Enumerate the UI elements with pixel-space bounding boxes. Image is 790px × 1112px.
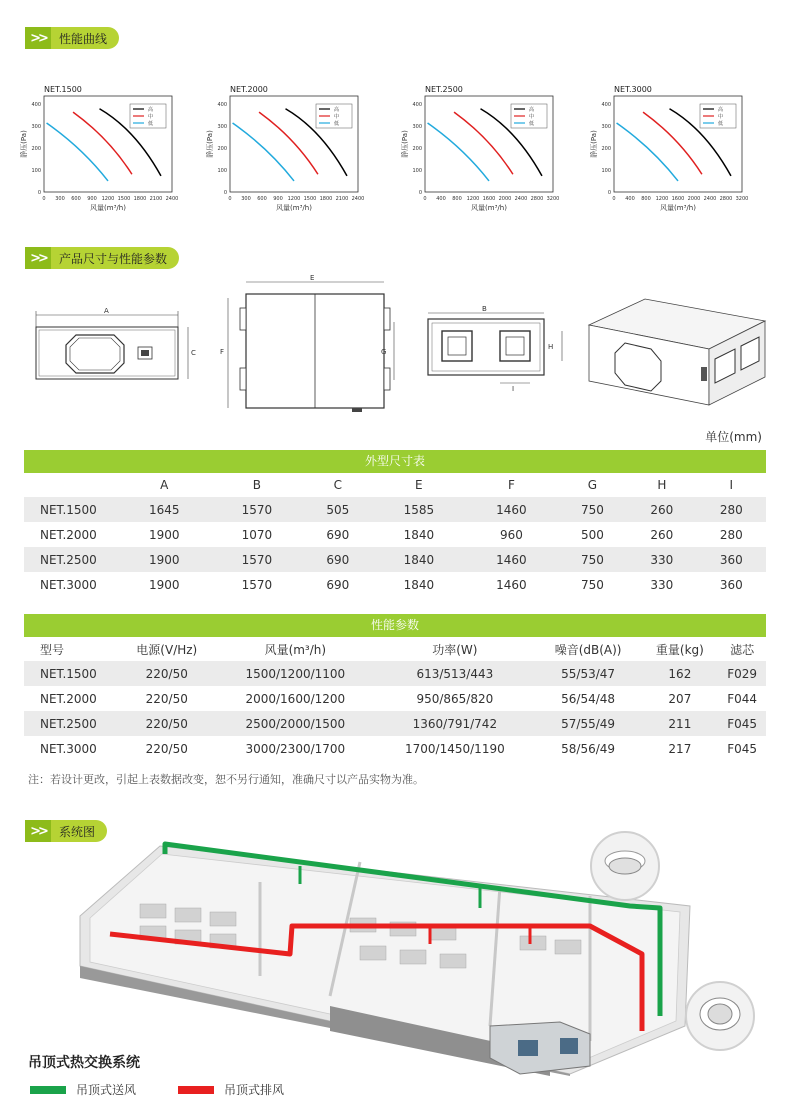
system-title: 吊顶式热交换系统 (28, 1055, 140, 1071)
table-cell: NET.2000 (40, 527, 97, 542)
table-title: 外型尺寸表 (24, 450, 766, 473)
column-header: 功率(W) (375, 637, 535, 661)
x-tick-label: 2000 (498, 196, 512, 202)
table-cell: 505 (303, 497, 372, 522)
x-tick-label: 0 (423, 196, 427, 202)
drawing-end-view (424, 305, 576, 395)
column-header: C (303, 473, 372, 497)
x-tick-label: 3200 (735, 196, 748, 202)
chart-title: NET.1500 (44, 85, 82, 94)
legend-label: 高 (148, 107, 154, 113)
column-header: 型号 (24, 637, 118, 661)
table-cell: 1460 (496, 577, 527, 592)
table-cell: 690 (326, 577, 350, 592)
table-cell: 750 (558, 497, 627, 522)
y-axis-label: 静压(Pa) (20, 130, 28, 158)
column-header: B (211, 473, 304, 497)
y-tick-label: 400 (217, 102, 227, 108)
x-tick-label: 400 (625, 196, 635, 202)
legend-label: 高 (334, 107, 340, 113)
table-cell: 57/55/49 (535, 711, 642, 736)
chart-title: NET.2000 (230, 85, 268, 94)
y-tick-label: 200 (601, 146, 611, 152)
exhaust-swatch (178, 1086, 214, 1094)
x-tick-label: 900 (87, 196, 97, 202)
x-tick-label: 0 (612, 196, 616, 202)
table-title: 性能参数 (24, 614, 766, 637)
table-cell: NET.1500 (24, 661, 118, 686)
table-cell: 360 (719, 577, 743, 592)
section-title: 系统图 (59, 824, 96, 839)
legend-exhaust (178, 1081, 284, 1098)
x-tick-label: 1800 (133, 196, 147, 202)
table-cell: 1570 (241, 577, 273, 592)
supply-swatch (30, 1086, 66, 1094)
table-cell: 960 (499, 527, 523, 542)
table-cell: 1500/1200/1100 (216, 661, 376, 686)
x-tick-label: 600 (257, 196, 267, 202)
table-cell: 1900 (149, 527, 180, 542)
performance-chart-1 (18, 74, 178, 224)
dim-label-e: E (310, 274, 315, 282)
drawing-top-view (218, 272, 400, 417)
column-header: A (118, 473, 211, 497)
table-cell: 211 (642, 711, 719, 736)
column-header: 重量(kg) (642, 637, 719, 661)
chevron-right-icon: >> (25, 27, 51, 49)
table-row (24, 547, 766, 572)
table-cell: 1570 (211, 547, 304, 572)
table-cell: 950/865/820 (416, 691, 494, 706)
section-tag-dimensions (25, 247, 179, 269)
column-header: 噪音(dB(A)) (535, 637, 642, 661)
y-tick-label: 100 (412, 168, 422, 174)
column-header: E (373, 473, 466, 497)
table-cell: 1460 (465, 497, 558, 522)
legend-label: 低 (718, 121, 724, 127)
y-tick-label: 100 (217, 168, 227, 174)
y-tick-label: 0 (223, 190, 227, 196)
chart-title: NET.2500 (425, 85, 463, 94)
table-cell: 55/53/47 (535, 661, 642, 686)
table-cell: 330 (650, 577, 674, 592)
table-cell: 1840 (403, 527, 435, 542)
table-cell: 1900 (149, 577, 180, 592)
x-tick-label: 2400 (165, 196, 178, 202)
y-tick-label: 200 (31, 146, 41, 152)
table-cell: NET.1500 (24, 497, 118, 522)
x-tick-label: 300 (55, 196, 65, 202)
section-title: 性能曲线 (59, 31, 108, 46)
legend-label: 低 (148, 121, 154, 127)
table-cell: 690 (303, 547, 372, 572)
performance-chart-3 (399, 74, 559, 224)
x-tick-label: 1500 (303, 196, 317, 202)
column-header: 滤芯 (718, 637, 766, 661)
legend-label: 中 (529, 114, 535, 120)
x-axis-label: 风量(m³/h) (276, 204, 312, 212)
table-row (24, 497, 766, 522)
chevron-right-icon: >> (25, 820, 51, 842)
table-cell: 220/50 (118, 711, 216, 736)
column-header (24, 473, 118, 497)
y-tick-label: 0 (418, 190, 422, 196)
table-row (24, 661, 766, 686)
y-tick-label: 400 (601, 102, 611, 108)
legend-label: 高 (529, 107, 535, 113)
y-tick-label: 100 (601, 168, 611, 174)
table-cell: 1460 (465, 547, 558, 572)
y-tick-label: 300 (31, 124, 41, 130)
y-tick-label: 0 (607, 190, 611, 196)
legend-label: 中 (334, 114, 340, 120)
column-header: 电源(V/Hz) (118, 637, 216, 661)
table-cell: 58/56/49 (561, 741, 616, 756)
table-cell: 280 (697, 497, 766, 522)
legend-label: 吊顶式送风 (76, 1083, 137, 1097)
legend-label: 低 (529, 121, 535, 127)
x-tick-label: 2100 (335, 196, 349, 202)
column-header: G (558, 473, 627, 497)
x-axis-label: 风量(m³/h) (660, 204, 696, 212)
legend-label: 中 (718, 114, 724, 120)
table-cell: 690 (326, 527, 350, 542)
y-tick-label: 400 (412, 102, 422, 108)
x-tick-label: 400 (436, 196, 446, 202)
table-cell: 280 (719, 527, 743, 542)
column-header: 风量(m³/h) (216, 637, 376, 661)
dim-label-h: H (548, 343, 554, 351)
table-cell: 360 (697, 547, 766, 572)
x-tick-label: 1200 (287, 196, 301, 202)
table-row (24, 686, 766, 711)
table-cell: NET.3000 (40, 741, 97, 756)
y-tick-label: 200 (412, 146, 422, 152)
x-tick-label: 2100 (149, 196, 163, 202)
x-tick-label: 2400 (703, 196, 717, 202)
table-cell: 1570 (211, 497, 304, 522)
table-cell: NET.2000 (40, 691, 97, 706)
drawing-side-view (30, 305, 200, 390)
performance-chart-2 (204, 74, 364, 224)
table-cell: 750 (558, 547, 627, 572)
table-row (24, 711, 766, 736)
table-cell: 220/50 (118, 661, 216, 686)
table-cell: 1840 (403, 577, 435, 592)
x-tick-label: 2000 (687, 196, 701, 202)
y-tick-label: 400 (31, 102, 41, 108)
x-tick-label: 1600 (671, 196, 685, 202)
x-tick-label: 2800 (719, 196, 733, 202)
performance-chart-4 (588, 74, 748, 224)
unit-label: 单位(mm) (705, 430, 762, 444)
legend-label: 吊顶式排风 (224, 1083, 285, 1097)
x-tick-label: 1800 (319, 196, 333, 202)
table-cell: F045 (718, 711, 766, 736)
x-axis-label: 风量(m³/h) (471, 204, 507, 212)
y-tick-label: 100 (31, 168, 41, 174)
table-cell: 1585 (373, 497, 466, 522)
drawing-isometric-view (585, 295, 770, 410)
table-cell: F044 (727, 691, 758, 706)
legend-label: 高 (718, 107, 724, 113)
chart-title: NET.3000 (614, 85, 652, 94)
table-cell: 500 (580, 527, 604, 542)
table-cell: 217 (668, 741, 692, 756)
table-cell: 750 (580, 577, 604, 592)
column-header: H (627, 473, 696, 497)
table-row (24, 522, 766, 547)
table-cell: 220/50 (145, 741, 188, 756)
column-header: F (465, 473, 558, 497)
table-cell: 1645 (118, 497, 211, 522)
table-cell: 162 (642, 661, 719, 686)
x-tick-label: 0 (42, 196, 46, 202)
table-cell: F045 (727, 741, 758, 756)
x-tick-label: 1600 (482, 196, 496, 202)
table-cell: NET.3000 (40, 577, 97, 592)
x-tick-label: 2800 (530, 196, 544, 202)
dim-label-g: G (381, 348, 387, 356)
x-tick-label: 900 (273, 196, 283, 202)
table-cell: 2000/1600/1200 (245, 691, 346, 706)
x-tick-label: 1500 (117, 196, 131, 202)
system-diagram (30, 826, 770, 1076)
table-cell: 260 (627, 497, 696, 522)
table-cell: 1700/1450/1190 (405, 741, 505, 756)
x-tick-label: 800 (452, 196, 462, 202)
x-tick-label: 0 (228, 196, 232, 202)
y-tick-label: 0 (37, 190, 41, 196)
table-cell: NET.2500 (24, 711, 118, 736)
column-header: I (697, 473, 766, 497)
chevron-right-icon: >> (25, 247, 51, 269)
legend-label: 中 (148, 114, 154, 120)
dim-label-a: A (104, 307, 109, 315)
x-tick-label: 2400 (351, 196, 364, 202)
table-cell: 207 (668, 691, 692, 706)
y-tick-label: 200 (217, 146, 227, 152)
table-cell: 613/513/443 (375, 661, 535, 686)
x-tick-label: 1200 (466, 196, 480, 202)
table-cell: 1360/791/742 (375, 711, 535, 736)
table-row (24, 572, 766, 597)
y-tick-label: 300 (601, 124, 611, 130)
table-cell: 1070 (241, 527, 273, 542)
table-cell: 3000/2300/1700 (245, 741, 346, 756)
table-cell: 220/50 (145, 691, 188, 706)
table-cell: 1840 (373, 547, 466, 572)
table-cell: NET.2500 (24, 547, 118, 572)
dim-label-f: F (220, 348, 225, 356)
legend-supply (30, 1081, 136, 1098)
table-cell: 260 (650, 527, 674, 542)
x-tick-label: 1200 (101, 196, 115, 202)
table-cell: 56/54/48 (561, 691, 616, 706)
x-tick-label: 600 (71, 196, 81, 202)
x-axis-label: 风量(m³/h) (90, 204, 126, 212)
y-tick-label: 300 (217, 124, 227, 130)
table-row (24, 736, 766, 761)
y-tick-label: 300 (412, 124, 422, 130)
section-tag-curves (25, 27, 119, 49)
x-tick-label: 800 (641, 196, 651, 202)
y-axis-label: 静压(Pa) (206, 130, 214, 158)
y-axis-label: 静压(Pa) (590, 130, 598, 158)
x-tick-label: 3200 (546, 196, 559, 202)
section-title: 产品尺寸与性能参数 (59, 251, 168, 266)
table-cell: F029 (718, 661, 766, 686)
y-axis-label: 静压(Pa) (401, 130, 409, 158)
x-tick-label: 300 (241, 196, 251, 202)
x-tick-label: 2400 (514, 196, 528, 202)
table-cell: 330 (627, 547, 696, 572)
performance-table (24, 614, 766, 761)
legend-label: 低 (334, 121, 340, 127)
dim-label-c: C (191, 349, 196, 357)
x-tick-label: 1200 (655, 196, 669, 202)
dim-label-b: B (482, 305, 487, 313)
table-cell: 1900 (118, 547, 211, 572)
dim-label-i: I (512, 385, 515, 393)
disclaimer-note: 注：若设计更改，引起上表数据改变，恕不另行通知，准确尺寸以产品实物为准。 (28, 773, 424, 786)
table-cell: 2500/2000/1500 (216, 711, 376, 736)
dimension-table (24, 450, 766, 597)
